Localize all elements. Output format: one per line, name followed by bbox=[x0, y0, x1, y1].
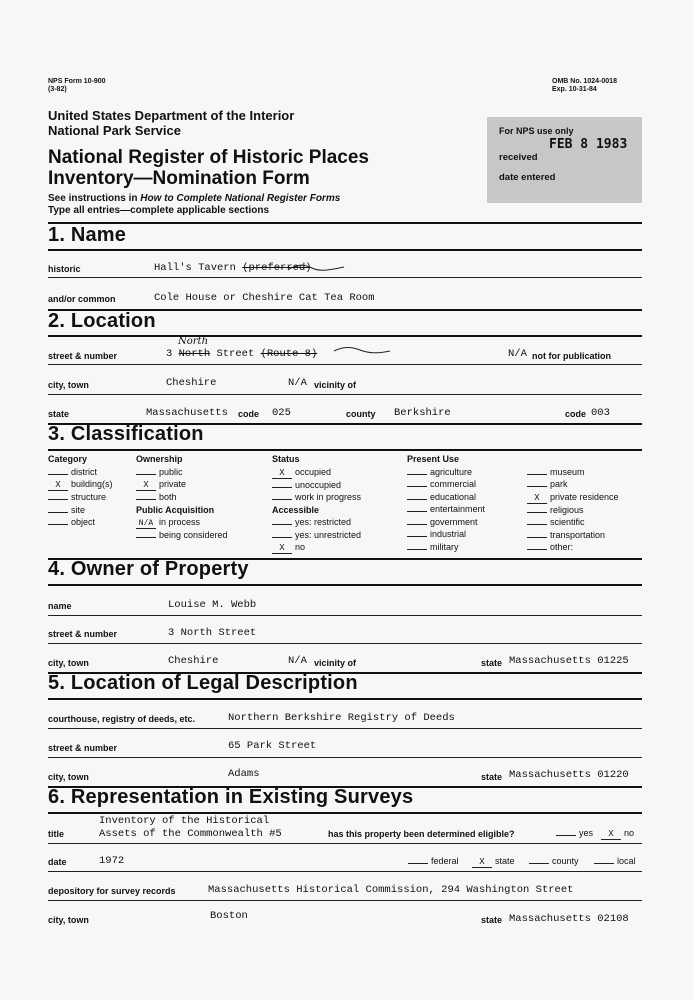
acquisition-option[interactable]: N/A in process bbox=[136, 516, 228, 529]
owner-name-label: name bbox=[48, 601, 72, 611]
nfp-mark: N/A bbox=[508, 348, 527, 360]
field-line bbox=[48, 728, 642, 729]
field-line bbox=[48, 757, 642, 758]
present-use-option[interactable]: religious bbox=[527, 504, 619, 517]
form-revision: (3-82) bbox=[48, 86, 67, 93]
present-use-option[interactable]: scientific bbox=[527, 516, 619, 529]
registry-city-label: city, town bbox=[48, 772, 89, 782]
field-line bbox=[48, 871, 642, 872]
survey-title-label: title bbox=[48, 829, 65, 839]
category-option[interactable]: X building(s) bbox=[48, 478, 113, 491]
category-option[interactable]: site bbox=[48, 504, 113, 517]
date-entered-label: date entered bbox=[499, 172, 556, 183]
county-code-label: code bbox=[565, 409, 587, 419]
owner-state: Massachusetts 01225 bbox=[509, 655, 629, 667]
ownership-option[interactable]: X private bbox=[136, 478, 228, 491]
owner-street: 3 North Street bbox=[168, 627, 257, 639]
section-rule bbox=[48, 449, 642, 451]
category-heading: Category bbox=[48, 454, 88, 464]
accessible-option[interactable]: yes: restricted bbox=[272, 516, 361, 529]
nfp-label: not for publication bbox=[532, 351, 611, 361]
eligible-yes[interactable]: yes bbox=[556, 827, 593, 840]
street-handwritten: North bbox=[178, 336, 209, 347]
section-4-title: 4. Owner of Property bbox=[48, 558, 249, 580]
status-option[interactable]: unoccupied bbox=[272, 479, 361, 492]
department-name: United States Department of the Interior bbox=[48, 108, 295, 123]
present-use-option[interactable]: park bbox=[527, 478, 619, 491]
present-use-heading: Present Use bbox=[407, 454, 460, 464]
owner-vicinity-mark: N/A bbox=[288, 655, 307, 667]
section-5-title: 5. Location of Legal Description bbox=[48, 672, 358, 694]
registry-street-label: street & number bbox=[48, 743, 118, 753]
present-use-option[interactable]: educational bbox=[407, 491, 485, 504]
form-subtitle: Inventory—Nomination Form bbox=[48, 168, 310, 189]
service-name: National Park Service bbox=[48, 123, 181, 138]
ownership-option[interactable]: public bbox=[136, 466, 228, 479]
section-rule bbox=[48, 222, 642, 224]
eligible-question: has this property been determined eligible? bbox=[328, 829, 515, 839]
survey-title-line-2: Assets of the Commonwealth #5 bbox=[99, 828, 282, 840]
acquisition-heading: Public Acquisition bbox=[136, 504, 215, 515]
field-line bbox=[48, 394, 642, 395]
survey-date: 1972 bbox=[99, 855, 125, 867]
field-line bbox=[48, 843, 642, 844]
courthouse-label: courthouse, registry of deeds, etc. bbox=[48, 714, 196, 724]
present-use-option[interactable]: X private residence bbox=[527, 491, 619, 504]
owner-name: Louise M. Webb bbox=[168, 599, 257, 611]
level-federal[interactable]: federal bbox=[408, 855, 459, 868]
depository-value: Massachusetts Historical Commission, 294 Washington Street bbox=[208, 884, 574, 896]
depository-state-label: state bbox=[481, 915, 503, 925]
accessible-option[interactable]: yes: unrestricted bbox=[272, 529, 361, 542]
ownership-column bbox=[136, 453, 228, 542]
street-label: street & number bbox=[48, 351, 118, 361]
survey-title-line-1: Inventory of the Historical bbox=[99, 815, 270, 827]
section-1-title: 1. Name bbox=[48, 224, 127, 246]
status-option[interactable]: X occupied bbox=[272, 466, 361, 479]
county-label: county bbox=[346, 409, 376, 419]
code-label: code bbox=[238, 409, 260, 419]
city-label: city, town bbox=[48, 380, 89, 390]
vicinity-label: vicinity of bbox=[314, 380, 357, 390]
accessible-option[interactable]: X no bbox=[272, 541, 361, 554]
section-rule bbox=[48, 249, 642, 251]
registry-state: Massachusetts 01220 bbox=[509, 769, 629, 781]
section-rule bbox=[48, 335, 642, 337]
present-use-option[interactable]: industrial bbox=[407, 528, 485, 541]
depository-state: Massachusetts 02108 bbox=[509, 913, 629, 925]
form-title: National Register of Historic Places bbox=[48, 147, 369, 168]
level-county[interactable]: county bbox=[529, 855, 579, 868]
present-use-option[interactable]: agriculture bbox=[407, 466, 485, 479]
depository-label: depository for survey records bbox=[48, 886, 176, 896]
instructions-line-2: Type all entries—complete applicable sections bbox=[48, 205, 270, 216]
section-6-title: 6. Representation in Existing Surveys bbox=[48, 786, 414, 808]
eligible-no[interactable]: X no bbox=[601, 827, 634, 840]
present-use-column-1 bbox=[407, 453, 485, 553]
field-line bbox=[48, 277, 642, 278]
status-option[interactable]: work in progress bbox=[272, 491, 361, 504]
scribble-mark bbox=[332, 345, 392, 357]
accessible-heading: Accessible bbox=[272, 504, 320, 515]
level-local[interactable]: local bbox=[594, 855, 636, 868]
common-name: Cole House or Cheshire Cat Tea Room bbox=[154, 292, 375, 304]
section-rule bbox=[48, 584, 642, 586]
registry-street: 65 Park Street bbox=[228, 740, 317, 752]
registry-city: Adams bbox=[228, 768, 260, 780]
vicinity-mark: N/A bbox=[288, 377, 307, 389]
ownership-heading: Ownership bbox=[136, 454, 183, 464]
street-address: 3 North Street (Route 8) bbox=[166, 348, 318, 360]
owner-city: Cheshire bbox=[168, 655, 219, 667]
present-use-column-2 bbox=[527, 466, 619, 554]
state-code: 025 bbox=[272, 407, 291, 419]
omb-number: OMB No. 1024-0018 bbox=[552, 78, 617, 85]
form-id: NPS Form 10-900 bbox=[48, 78, 106, 85]
state-value: Massachusetts bbox=[146, 407, 228, 419]
county-value: Berkshire bbox=[394, 407, 451, 419]
status-heading: Status bbox=[272, 454, 300, 464]
section-3-title: 3. Classification bbox=[48, 423, 204, 445]
owner-street-label: street & number bbox=[48, 629, 118, 639]
nps-use-label: For NPS use only bbox=[499, 126, 574, 136]
county-code: 003 bbox=[591, 407, 610, 419]
present-use-option[interactable]: entertainment bbox=[407, 503, 485, 516]
historic-label: historic bbox=[48, 264, 81, 274]
registry-state-label: state bbox=[481, 772, 503, 782]
category-option[interactable]: object bbox=[48, 516, 113, 529]
owner-vicinity-label: vicinity of bbox=[314, 658, 357, 668]
owner-state-label: state bbox=[481, 658, 503, 668]
section-2-title: 2. Location bbox=[48, 310, 156, 332]
common-name-label: and/or common bbox=[48, 294, 116, 304]
ownership-option[interactable]: both bbox=[136, 491, 228, 504]
present-use-option[interactable]: other: bbox=[527, 541, 619, 554]
field-line bbox=[48, 900, 642, 901]
category-option[interactable]: district bbox=[48, 466, 113, 479]
section-rule bbox=[48, 698, 642, 700]
present-use-option[interactable]: museum bbox=[527, 466, 619, 479]
present-use-option[interactable]: government bbox=[407, 516, 485, 529]
instructions-line-1: See instructions in How to Complete National Register Forms bbox=[48, 193, 341, 204]
scribble-mark bbox=[286, 262, 346, 274]
depository-city: Boston bbox=[210, 910, 248, 922]
category-column bbox=[48, 453, 113, 529]
status-column bbox=[272, 453, 361, 554]
omb-expiration: Exp. 10-31-84 bbox=[552, 86, 597, 93]
section-rule bbox=[48, 812, 642, 814]
survey-date-label: date bbox=[48, 857, 67, 867]
present-use-option[interactable]: transportation bbox=[527, 529, 619, 542]
depository-city-label: city, town bbox=[48, 915, 89, 925]
field-line bbox=[48, 364, 642, 365]
city-value: Cheshire bbox=[166, 377, 217, 389]
courthouse-value: Northern Berkshire Registry of Deeds bbox=[228, 712, 455, 724]
received-stamp: FEB 8 1983 bbox=[549, 137, 628, 152]
nps-use-box bbox=[487, 117, 642, 203]
state-label: state bbox=[48, 409, 70, 419]
field-line bbox=[48, 615, 642, 616]
received-label: received bbox=[499, 152, 538, 163]
category-option[interactable]: structure bbox=[48, 491, 113, 504]
historic-name: Hall's Tavern (preferred) bbox=[154, 262, 312, 274]
present-use-option[interactable]: military bbox=[407, 541, 485, 554]
level-state[interactable]: X state bbox=[472, 855, 515, 868]
field-line bbox=[48, 643, 642, 644]
present-use-option[interactable]: commercial bbox=[407, 478, 485, 491]
acquisition-option[interactable]: being considered bbox=[136, 529, 228, 542]
owner-city-label: city, town bbox=[48, 658, 89, 668]
